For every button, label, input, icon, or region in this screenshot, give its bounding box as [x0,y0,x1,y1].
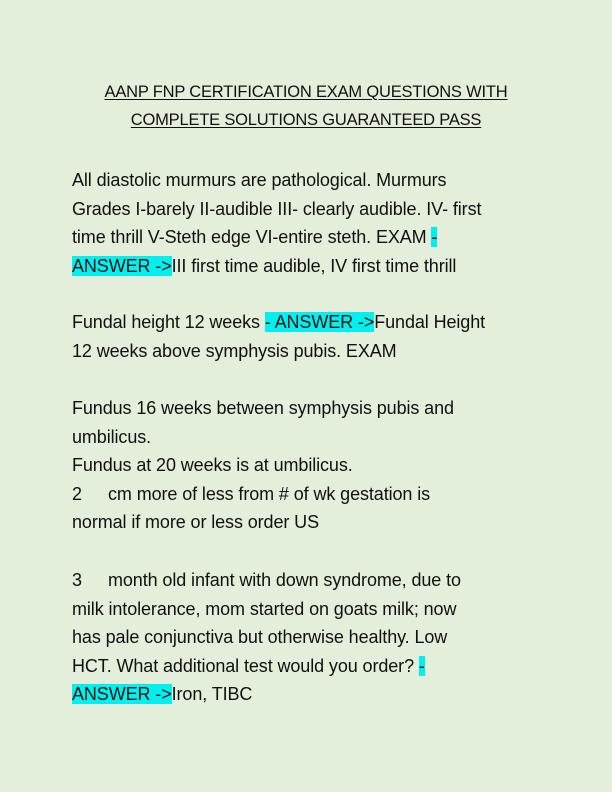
question-text: Fundal height 12 weeks [72,312,265,332]
question-murmurs [72,166,552,280]
answer-highlight: - [418,655,425,676]
question-line [72,566,552,595]
answer-line: 12 weeks above symphysis pubis. EXAM [72,340,397,361]
question-text: time thrill V-Steth edge VI-entire steth. EXAM [72,227,432,247]
text-line: Fundus at 20 weeks is at umbilicus. [72,455,353,475]
question-down-syndrome [72,566,552,709]
answer-text: Fundal Height [374,312,486,332]
answer-highlight: - ANSWER -> [264,312,375,332]
text-line: normal if more or less order US [72,512,319,532]
answer-line [72,252,552,281]
answer-text: Iron, TIBC [171,684,253,704]
document-title [60,78,552,134]
question-line: All diastolic murmurs are pathological. Murmurs [72,170,447,190]
question-text: month old infant with down syndrome, due to [108,570,461,590]
question-text: HCT. What additional test would you order? [72,655,419,676]
answer-highlight: ANSWER -> [72,684,172,704]
text-line [72,480,552,509]
list-number: 2 [72,483,82,504]
title-line-2: COMPLETE SOLUTIONS GUARANTEED PASS [130,111,482,129]
question-line: Grades I-barely II-audible III- clearly audible. IV- first [72,198,482,219]
answer-line [72,680,552,709]
question-line [72,652,552,681]
answer-highlight: ANSWER -> [72,255,172,276]
question-line [72,223,552,252]
question-line: milk intolerance, mom started on goats milk; now [72,598,457,619]
question-fundal-height [72,308,552,365]
answer-text: III first time audible, IV first time thrill [171,255,457,276]
question-line: has pale conjunctiva but otherwise healthy. Low [72,627,448,647]
list-number: 3 [72,570,82,590]
text-line: umbilicus. [72,426,152,447]
list-text: cm more of less from # of wk gestation is [108,483,431,504]
title-line-1: AANP FNP CERTIFICATION EXAM QUESTIONS WITH [104,83,508,101]
text-line: Fundus 16 weeks between symphysis pubis and [72,398,454,418]
answer-highlight: - [431,227,438,247]
question-line [72,308,552,337]
question-fundus [72,394,552,537]
